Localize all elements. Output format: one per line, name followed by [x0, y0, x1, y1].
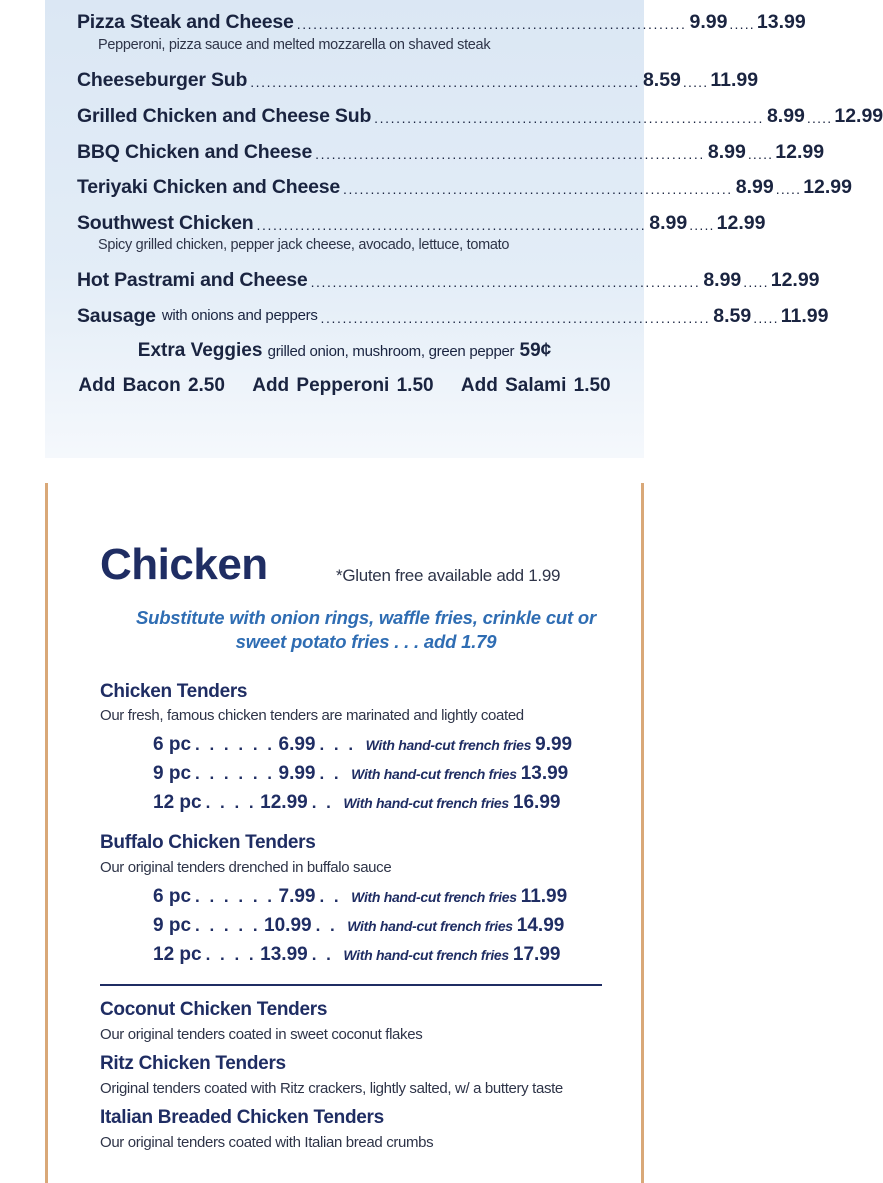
price-small: 8.99: [649, 212, 688, 234]
price-row: [153, 734, 572, 758]
item-name: Sausage: [77, 305, 156, 327]
category-description: Original tenders coated with Ritz crackers, lightly salted, w/ a buttery taste: [100, 1080, 563, 1097]
price: 9.99: [278, 763, 316, 784]
price-small: 9.99: [689, 11, 728, 33]
addon-bacon: Add Bacon 2.50: [78, 375, 225, 396]
price-small: 8.99: [703, 269, 742, 291]
addon-salami: Add Salami 1.50: [460, 375, 611, 396]
item-name: Teriyaki Chicken and Cheese: [77, 176, 341, 198]
price: 6.99: [278, 734, 316, 755]
item-description: Spicy grilled chicken, pepper jack cheese, avocado, lettuce, tomato: [98, 237, 510, 253]
dot-leader: . .: [319, 764, 342, 783]
dot-leader: . . . .: [205, 793, 257, 812]
fries-option-label: With hand-cut french fries: [343, 947, 509, 963]
menu-item-grilled-chicken-sub: [77, 104, 883, 128]
item-description: Pepperoni, pizza sauce and melted mozzarella on shaved steak: [98, 37, 491, 53]
price-small: 8.59: [713, 305, 752, 327]
fries-price: 14.99: [516, 915, 565, 936]
category-description: Our original tenders drenched in buffalo sauce: [100, 859, 392, 876]
menu-item-hot-pastrami: [77, 268, 820, 292]
fries-price: 13.99: [520, 763, 569, 784]
dot-leader: .....: [747, 146, 774, 162]
dot-leader: . .: [311, 793, 334, 812]
dot-leader: .......................................................................: [374, 110, 764, 126]
category-title-ritz-tenders: Ritz Chicken Tenders: [100, 1053, 286, 1074]
price-small: 8.99: [766, 105, 805, 127]
category-title-chicken-tenders: Chicken Tenders: [100, 681, 248, 702]
dot-leader: . . . . .: [195, 916, 261, 935]
dot-leader: .......................................................................: [310, 274, 701, 290]
dot-leader: .......................................................................: [343, 181, 733, 197]
piece-count: 9 pc: [153, 915, 192, 936]
price-large: 12.99: [803, 176, 853, 198]
price-large: 12.99: [770, 269, 820, 291]
price-row: [153, 915, 564, 939]
dot-leader: .......................................................................: [320, 310, 711, 326]
price-row: [153, 763, 568, 787]
extra-veggies-detail: grilled onion, mushroom, green pepper: [267, 343, 515, 360]
item-name: Cheeseburger Sub: [77, 69, 248, 91]
category-title-italian-tenders: Italian Breaded Chicken Tenders: [100, 1107, 384, 1128]
fries-option-label: With hand-cut french fries: [347, 918, 513, 934]
menu-item-teriyaki-chicken: [77, 175, 853, 199]
price-large: 12.99: [834, 105, 883, 127]
dot-leader: .....: [743, 274, 769, 290]
category-title-buffalo-tenders: Buffalo Chicken Tenders: [100, 832, 316, 853]
section-title-chicken: Chicken: [100, 540, 268, 589]
item-name: BBQ Chicken and Cheese: [77, 141, 313, 163]
extra-veggies-price: 59¢: [519, 340, 552, 361]
fries-option-label: With hand-cut french fries: [343, 795, 509, 811]
dot-leader: .......................................................................: [296, 16, 687, 32]
menu-item-bbq-chicken: [77, 140, 825, 164]
fries-option-label: With hand-cut french fries: [351, 889, 517, 905]
fries-option-label: With hand-cut french fries: [351, 766, 517, 782]
item-note: with onions and peppers: [161, 307, 318, 324]
dot-leader: . . .: [319, 735, 356, 754]
dot-leader: .....: [775, 181, 802, 197]
fries-price: 9.99: [535, 734, 573, 755]
dot-leader: . . . . . .: [195, 887, 275, 906]
menu-item-cheeseburger-sub: [77, 68, 759, 92]
fries-price: 17.99: [512, 944, 561, 965]
price: 10.99: [264, 915, 312, 936]
dot-leader: . . . . . .: [195, 764, 275, 783]
section-divider: [100, 984, 602, 986]
menu-item-southwest-chicken: [77, 211, 766, 235]
dot-leader: . .: [315, 916, 338, 935]
menu-item-sausage: [77, 304, 829, 328]
fries-price: 16.99: [512, 792, 561, 813]
substitute-line-1: Substitute with onion rings, waffle fries, crinkle cut or: [135, 607, 597, 628]
dot-leader: . . . .: [205, 945, 257, 964]
dot-leader: .......................................................................: [250, 74, 640, 90]
substitute-note: [100, 606, 632, 654]
dot-leader: .....: [729, 16, 755, 32]
price-large: 12.99: [716, 212, 766, 234]
extra-veggies-label: Extra Veggies: [137, 340, 263, 361]
gluten-free-note: *Gluten free available add 1.99: [336, 566, 561, 585]
item-name: Pizza Steak and Cheese: [77, 11, 294, 33]
item-name: Hot Pastrami and Cheese: [77, 269, 308, 291]
price-small: 8.99: [735, 176, 774, 198]
dot-leader: .....: [806, 110, 833, 126]
fries-price: 11.99: [520, 886, 568, 907]
dot-leader: .....: [682, 74, 709, 90]
dot-leader: . .: [311, 945, 334, 964]
category-description: Our fresh, famous chicken tenders are marinated and lightly coated: [100, 707, 524, 724]
fries-option-label: With hand-cut french fries: [365, 737, 532, 753]
piece-count: 12 pc: [153, 944, 202, 965]
addon-pepperoni: Add Pepperoni 1.50: [252, 375, 434, 396]
substitute-line-2: sweet potato fries . . . add 1.79: [235, 631, 497, 652]
price-small: 8.59: [642, 69, 681, 91]
piece-count: 6 pc: [153, 886, 192, 907]
category-description: Our original tenders coated in sweet coconut flakes: [100, 1026, 423, 1043]
dot-leader: .......................................................................: [256, 217, 647, 233]
menu-item-pizza-steak: [77, 10, 806, 34]
category-description: Our original tenders coated with Italian bread crumbs: [100, 1134, 434, 1151]
dot-leader: .....: [689, 217, 715, 233]
price-large: 12.99: [775, 141, 825, 163]
category-title-coconut-tenders: Coconut Chicken Tenders: [100, 999, 328, 1020]
dot-leader: . .: [319, 887, 342, 906]
item-name: Grilled Chicken and Cheese Sub: [77, 105, 372, 127]
price: 13.99: [260, 944, 308, 965]
piece-count: 6 pc: [153, 734, 192, 755]
price-row: [153, 944, 560, 968]
price-large: 13.99: [756, 11, 806, 33]
extra-veggies-line: [45, 340, 644, 362]
addons-line: [45, 375, 644, 397]
dot-leader: . . . . . .: [195, 735, 275, 754]
piece-count: 9 pc: [153, 763, 192, 784]
price-small: 8.99: [707, 141, 746, 163]
price-large: 11.99: [780, 305, 829, 327]
dot-leader: .......................................................................: [315, 146, 705, 162]
dot-leader: .....: [753, 310, 779, 326]
price: 7.99: [278, 886, 316, 907]
piece-count: 12 pc: [153, 792, 202, 813]
price-large: 11.99: [710, 69, 759, 91]
price-row: [153, 792, 560, 816]
price-row: [153, 886, 567, 910]
price: 12.99: [260, 792, 308, 813]
item-name: Southwest Chicken: [77, 212, 254, 234]
